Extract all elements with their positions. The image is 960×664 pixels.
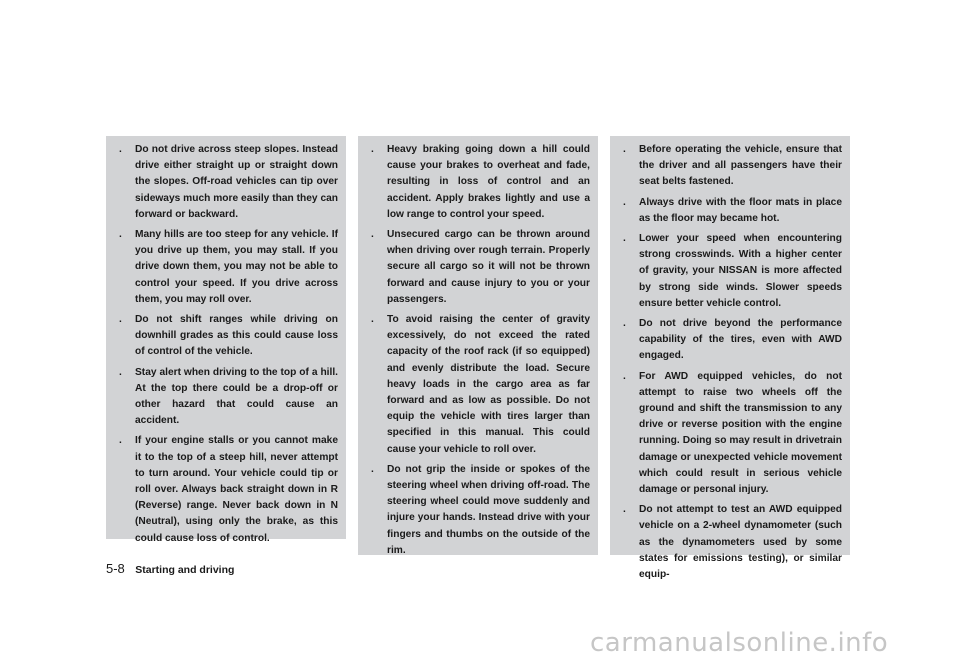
bullet: . — [119, 435, 122, 447]
section-title: Starting and driving — [135, 564, 235, 576]
bullet: . — [371, 229, 374, 241]
page-footer — [106, 560, 234, 578]
warning-column-2 — [358, 136, 598, 555]
bullet: . — [623, 370, 626, 382]
bullet: . — [371, 314, 374, 326]
watermark: carmanualsonline.info — [590, 628, 889, 658]
list-item: . Do not grip the inside or spokes of the steering wheel when driving off-road. The steering wheel could move suddenly and injure your hands. Instead drive with your fingers and thumbs on the outside of the rim. — [371, 463, 590, 556]
bullet: . — [371, 144, 374, 155]
list-item: . To avoid raising the center of gravity excessively, do not exceed the rated capacity of the roof rack (if so equipped) and evenly distribute the load. Secure heavy loads in the cargo area as far forward and as low as possible. Do not equip the vehicle with tires larger than specified in this manual. This could cause your vehicle to roll over. — [371, 314, 590, 455]
bullet: . — [119, 144, 122, 155]
warning-list-1 — [116, 142, 338, 547]
list-item: . Do not attempt to test an AWD equipped vehicle on a 2-wheel dynamometer (such as the dynamometers used by some states for emissions testing), or similar equip- — [623, 504, 842, 581]
list-item: . Do not drive beyond the performance capability of the tires, even with AWD engaged. — [623, 318, 842, 362]
list-item: . For AWD equipped vehicles, do not attempt to raise two wheels off the ground and shift the transmission to any drive or reverse position with the engine running. Doing so may result in drivetrain damage or unexpected vehicle movement which could result in serious vehicle damage or personal injury. — [623, 370, 842, 496]
list-item: . If your engine stalls or you cannot make it to the top of a steep hill, never attempt to turn around. Your vehicle could tip or roll over. Always back straight down in R (Reverse) range. Never back down in N (Neutral), using only the brake, as this could cause loss of control. — [119, 435, 338, 544]
bullet: . — [119, 366, 122, 378]
bullet: . — [623, 144, 626, 155]
list-item: . Before operating the vehicle, ensure that the driver and all passengers have their seat belts fastened. — [623, 144, 842, 188]
bullet: . — [623, 504, 626, 516]
bullet: . — [371, 463, 374, 475]
list-item: . Do not drive across steep slopes. Instead drive either straight up or straight down the slopes. Off-road vehicles can tip over sideways much more easily than they can forward or backward. — [119, 144, 338, 220]
list-item: . Stay alert when driving to the top of a hill. At the top there could be a drop-off or other hazard that could cause an accident. — [119, 366, 338, 427]
bullet: . — [623, 233, 626, 245]
list-item: . Always drive with the floor mats in place as the floor may became hot. — [623, 196, 842, 224]
bullet: . — [623, 196, 626, 208]
page-number: 5-8 — [106, 561, 125, 576]
list-item: . Lower your speed when encountering strong crosswinds. With a higher center of gravity, your NISSAN is more affected by strong side winds. Slower speeds ensure better vehicle control. — [623, 233, 842, 309]
list-item: . Unsecured cargo can be thrown around when driving over rough terrain. Properly secure all cargo so it will not be thrown forward and cause injury to you or your passengers. — [371, 229, 590, 305]
list-item: . Many hills are too steep for any vehicle. If you drive up them, you may stall. If you drive down them, you may not be able to control your speed. If you drive across them, you may roll over. — [119, 229, 338, 305]
warning-list-3 — [620, 142, 842, 583]
warning-column-1 — [106, 136, 346, 544]
bullet: . — [119, 229, 122, 241]
warning-list-2 — [368, 142, 590, 559]
list-item: . Do not shift ranges while driving on downhill grades as this could cause loss of control of the vehicle. — [119, 314, 338, 358]
warning-column-3 — [610, 136, 850, 581]
list-item: . Heavy braking going down a hill could cause your brakes to overheat and fade, resulting in loss of control and an accident. Apply brakes lightly and use a low range to control your speed. — [371, 144, 590, 220]
bullet: . — [119, 314, 122, 326]
bullet: . — [623, 318, 626, 330]
